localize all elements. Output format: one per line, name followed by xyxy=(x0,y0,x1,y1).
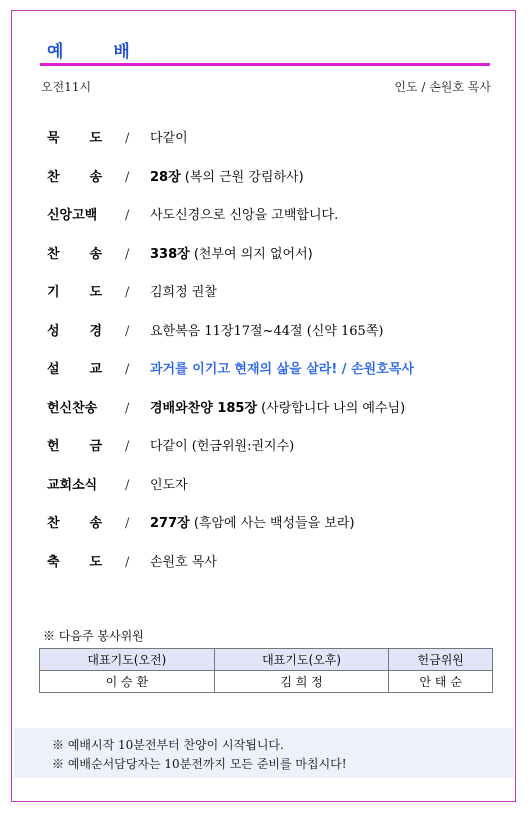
duty-name: 김 희 정 xyxy=(214,671,389,693)
order-value xyxy=(150,282,217,304)
separator: / xyxy=(125,131,130,146)
separator: / xyxy=(125,323,130,339)
order-value xyxy=(150,359,414,381)
order-text: (사랑합니다 나의 예수님) xyxy=(261,400,406,416)
order-row xyxy=(47,436,497,458)
separator: / xyxy=(125,516,130,531)
separator: / xyxy=(125,362,130,377)
order-label: 헌신찬송 xyxy=(47,400,98,416)
hymn-number: 경배와찬양 185장 xyxy=(150,400,258,416)
order-label: 묵 도 xyxy=(47,131,102,146)
order-text: (천부여 의지 없어서) xyxy=(193,246,313,262)
order-value xyxy=(150,436,294,458)
duty-header: 헌금위원 xyxy=(389,649,493,671)
order-label: 설 교 xyxy=(47,362,102,377)
order-row xyxy=(47,398,497,420)
separator: / xyxy=(125,285,130,300)
notice-line: ※ 예배시작 10분전부터 찬양이 시작됩니다. xyxy=(52,738,284,752)
duty-header: 대표기도(오후) xyxy=(214,649,389,671)
separator: / xyxy=(125,554,130,570)
order-value xyxy=(150,205,338,227)
separator: / xyxy=(125,169,130,185)
duty-names-row xyxy=(40,671,493,693)
notice-line: ※ 예배순서담당자는 10분전까지 모든 준비를 마칩시다! xyxy=(52,757,347,771)
order-value xyxy=(150,128,188,150)
order-text: (복의 근원 강림하사) xyxy=(184,169,304,185)
order-label: 신앙고백 xyxy=(47,208,98,223)
order-row xyxy=(47,282,497,304)
order-row xyxy=(47,552,497,574)
order-row xyxy=(47,475,497,497)
order-text: 사도신경으로 신앙을 고백합니다. xyxy=(150,208,339,223)
separator: / xyxy=(125,208,130,223)
order-text: 김희정 권찰 xyxy=(150,285,217,300)
order-text: (흑암에 사는 백성들을 보라) xyxy=(193,516,355,531)
next-week-title: ※ 다음주 봉사위원 xyxy=(43,629,144,643)
order-row xyxy=(47,513,497,535)
order-text: 다같이 xyxy=(150,131,188,146)
order-label: 기 도 xyxy=(47,285,102,300)
duty-table xyxy=(39,648,493,693)
order-value xyxy=(150,513,355,535)
order-text: 과거를 이기고 현재의 삶을 살라! / 손원호목사 xyxy=(150,362,414,377)
order-label: 찬 송 xyxy=(47,246,102,262)
order-value xyxy=(150,244,313,266)
order-label: 교회소식 xyxy=(47,477,98,493)
order-value xyxy=(150,475,188,497)
page-title: 예 배 xyxy=(47,42,152,62)
order-label: 성 경 xyxy=(47,323,102,339)
separator: / xyxy=(125,400,130,416)
order-text: 다같이 (헌금위원:권지수) xyxy=(150,439,295,454)
order-text: 인도자 xyxy=(150,477,188,493)
duty-header-row xyxy=(40,649,493,671)
hymn-number: 28장 xyxy=(150,169,181,185)
duty-header: 대표기도(오전) xyxy=(40,649,215,671)
service-time: 오전11시 xyxy=(41,80,92,94)
order-row xyxy=(47,205,497,227)
order-row xyxy=(47,244,497,266)
title-rule xyxy=(40,63,490,66)
order-value xyxy=(150,167,304,189)
separator: / xyxy=(125,439,130,454)
order-label: 찬 송 xyxy=(47,169,102,185)
hymn-number: 277장 xyxy=(150,516,190,531)
order-row xyxy=(47,128,497,150)
order-value xyxy=(150,398,405,420)
duty-name: 안 태 순 xyxy=(389,671,493,693)
notice-box xyxy=(14,728,514,778)
order-value xyxy=(150,321,383,343)
order-row xyxy=(47,167,497,189)
separator: / xyxy=(125,246,130,262)
order-label: 축 도 xyxy=(47,554,102,570)
order-text: 손원호 목사 xyxy=(150,554,217,570)
order-label: 헌 금 xyxy=(47,439,102,454)
order-value xyxy=(150,552,217,574)
hymn-number: 338장 xyxy=(150,246,190,262)
order-row xyxy=(47,321,497,343)
duty-name: 이 승 환 xyxy=(40,671,215,693)
order-label: 찬 송 xyxy=(47,516,102,531)
separator: / xyxy=(125,477,130,493)
order-text: 요한복음 11장17절~44절 (신약 165쪽) xyxy=(150,323,384,339)
service-leader: 인도 / 손원호 목사 xyxy=(394,80,491,94)
order-row xyxy=(47,359,497,381)
